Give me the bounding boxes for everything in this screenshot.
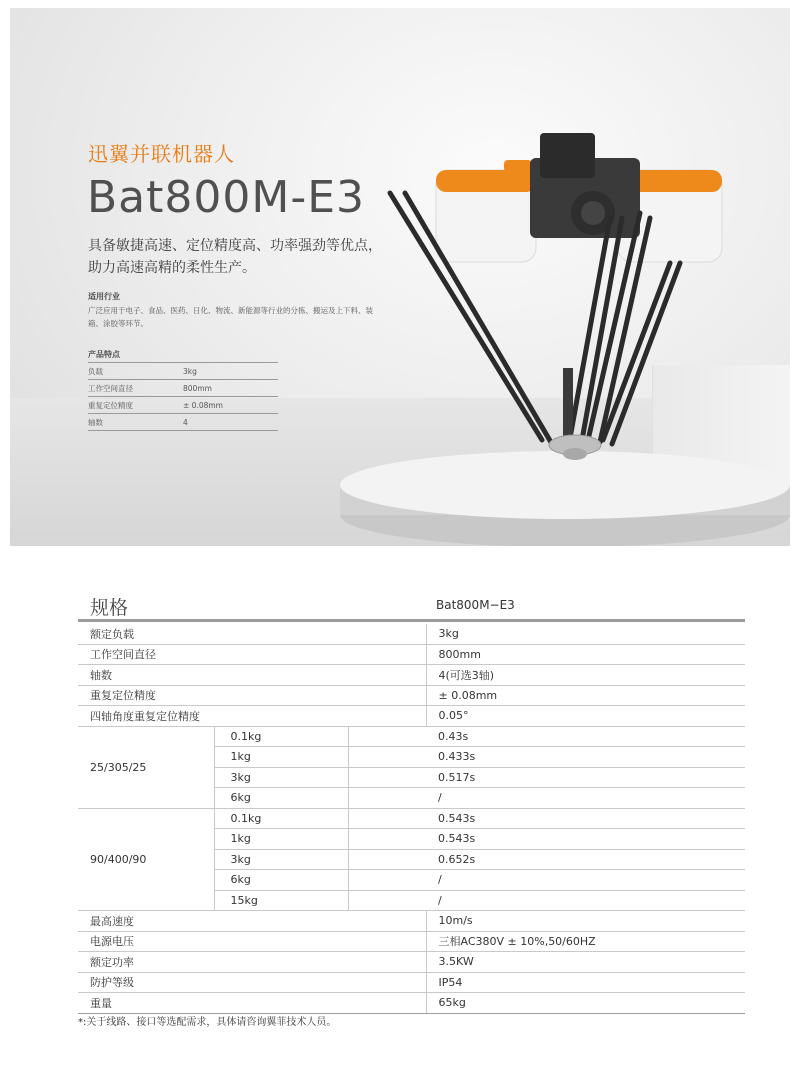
- spec-value: 三相AC380V ± 10%,50/60HZ: [426, 931, 745, 952]
- spec-row: [78, 993, 745, 1014]
- spec-value: 3kg: [426, 624, 745, 644]
- hero-banner: [10, 8, 790, 546]
- spacer-cell: [348, 890, 426, 911]
- cycle-load: 6kg: [214, 870, 348, 891]
- feature-value: ± 0.08mm: [183, 397, 278, 414]
- feature-value: 800mm: [183, 380, 278, 397]
- spec-label: 额定功率: [78, 952, 426, 973]
- spec-value: 10m/s: [426, 911, 745, 932]
- cycle-load: 3kg: [214, 849, 348, 870]
- spec-value: 0.05°: [426, 706, 745, 727]
- spec-row: [78, 952, 745, 973]
- product-slogan: [88, 235, 388, 279]
- slogan-line: 助力高速高精的柔性生产。: [88, 260, 256, 276]
- spec-label: 防护等级: [78, 972, 426, 993]
- spec-value: 4(可选3轴): [426, 665, 745, 686]
- spec-label: 最高速度: [78, 911, 426, 932]
- cycle-load: 15kg: [214, 890, 348, 911]
- spec-value: 3.5KW: [426, 952, 745, 973]
- cycle-time: /: [426, 890, 745, 911]
- spacer-cell: [348, 767, 426, 788]
- spec-title: 规格: [90, 597, 129, 619]
- spec-label: 四轴角度重复定位精度: [78, 706, 426, 727]
- robot-accent-back: [504, 160, 532, 172]
- cycle-time: /: [426, 788, 745, 809]
- feature-row: [88, 363, 278, 380]
- spec-table: [78, 624, 745, 1014]
- pedestal-top: [340, 451, 790, 519]
- cycle-load: 0.1kg: [214, 808, 348, 829]
- spacer-cell: [348, 788, 426, 809]
- cycle-load: 0.1kg: [214, 726, 348, 747]
- feature-row: [88, 414, 278, 431]
- feature-key: 工作空间直径: [88, 380, 183, 397]
- spec-label: 重复定位精度: [78, 685, 426, 706]
- cycle-time: 0.43s: [426, 726, 745, 747]
- spec-row: [78, 931, 745, 952]
- product-kicker: 迅翼并联机器人: [88, 142, 235, 166]
- spec-label: 重量: [78, 993, 426, 1014]
- cycle-group-label: 90/400/90: [78, 808, 214, 911]
- footnote: *:关于线路、接口等选配需求，具体请咨询翼菲技术人员。: [78, 1017, 337, 1028]
- spec-value: IP54: [426, 972, 745, 993]
- cycle-load: 1kg: [214, 829, 348, 850]
- spacer-cell: [348, 808, 426, 829]
- spec-row: [78, 808, 745, 829]
- spec-row: [78, 706, 745, 727]
- cycle-time: 0.652s: [426, 849, 745, 870]
- feature-key: 负载: [88, 363, 183, 380]
- spec-label: 电源电压: [78, 931, 426, 952]
- cycle-load: 3kg: [214, 767, 348, 788]
- spacer-cell: [348, 747, 426, 768]
- robot-motor-top: [540, 133, 595, 178]
- features-table: [88, 362, 278, 431]
- spec-row: [78, 665, 745, 686]
- cycle-group-label: 25/305/25: [78, 726, 214, 808]
- spec-row: [78, 685, 745, 706]
- spacer-cell: [348, 849, 426, 870]
- spec-row: [78, 644, 745, 665]
- feature-key: 重复定位精度: [88, 397, 183, 414]
- industry-text: 广泛应用于电子、食品、医药、日化、物流、新能源等行业的分拣、搬运及上下料、装箱、涂胶等环节。: [88, 306, 373, 328]
- spacer-cell: [348, 829, 426, 850]
- cycle-time: 0.543s: [426, 808, 745, 829]
- spacer-cell: [348, 726, 426, 747]
- spec-model: Bat800M−E3: [436, 598, 515, 612]
- cycle-time: /: [426, 870, 745, 891]
- spec-value: 800mm: [426, 644, 745, 665]
- feature-value: 3kg: [183, 363, 278, 380]
- features-title: 产品特点: [88, 350, 120, 359]
- spec-value: 65kg: [426, 993, 745, 1014]
- spec-row: [78, 911, 745, 932]
- robot-shaft: [563, 368, 573, 440]
- spec-label: 工作空间直径: [78, 644, 426, 665]
- spec-divider: [78, 619, 745, 622]
- feature-row: [88, 397, 278, 414]
- slogan-line: 具备敏捷高速、定位精度高、功率强劲等优点，: [88, 238, 382, 254]
- robot-accent-left: [436, 170, 536, 192]
- product-model: Bat800M-E3: [87, 172, 366, 223]
- cycle-load: 6kg: [214, 788, 348, 809]
- feature-value: 4: [183, 414, 278, 431]
- feature-row: [88, 380, 278, 397]
- cycle-load: 1kg: [214, 747, 348, 768]
- cycle-time: 0.517s: [426, 767, 745, 788]
- spec-label: 额定负载: [78, 624, 426, 644]
- spec-value: ± 0.08mm: [426, 685, 745, 706]
- spec-row: [78, 972, 745, 993]
- feature-key: 轴数: [88, 414, 183, 431]
- industry-title: 适用行业: [88, 292, 120, 301]
- spec-row: [78, 726, 745, 747]
- cycle-time: 0.433s: [426, 747, 745, 768]
- spec-row: [78, 624, 745, 644]
- spacer-cell: [348, 870, 426, 891]
- cycle-time: 0.543s: [426, 829, 745, 850]
- spec-label: 轴数: [78, 665, 426, 686]
